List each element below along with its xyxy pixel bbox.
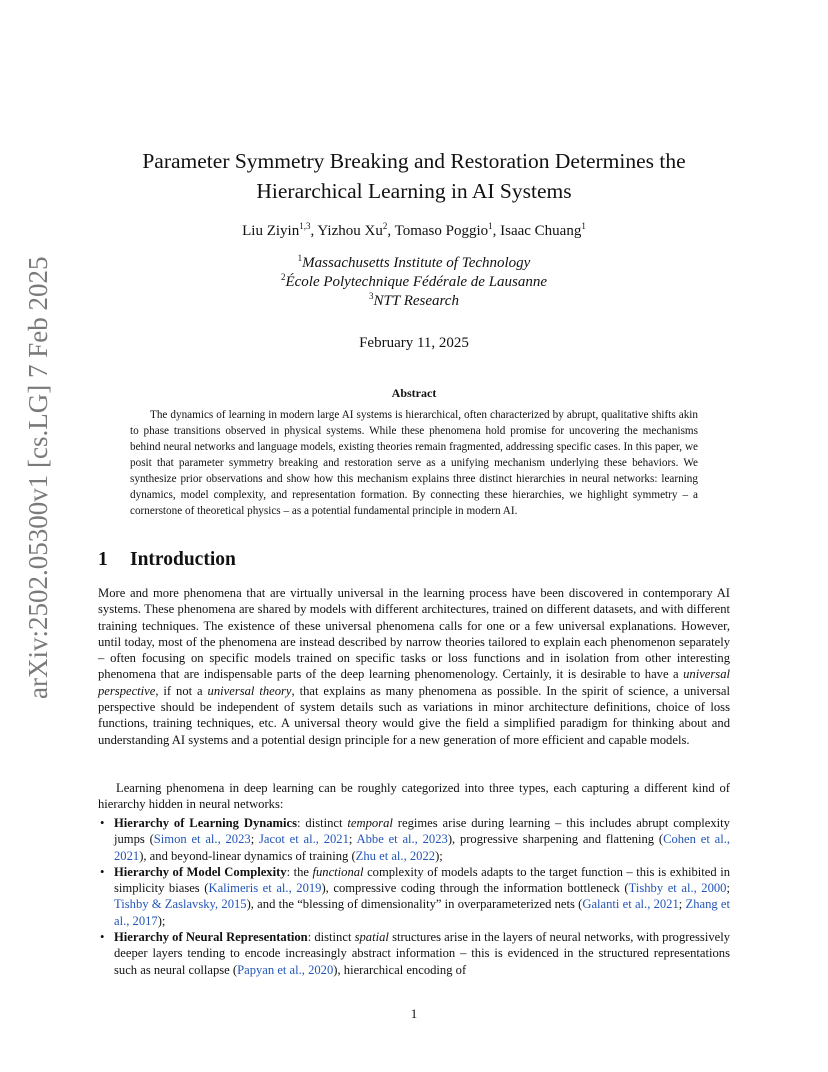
page-number: 1 [410,1006,418,1021]
citation-link[interactable]: Abbe et al., 2023 [356,832,448,847]
emphasis: temporal [347,816,393,830]
paper-title [100,146,728,206]
citation-link[interactable]: Tishby & Zaslavsky, 2015 [114,897,247,912]
author: Isaac Chuang$^1$ [500,221,586,239]
affiliation: $^1$Massachusetts Institute of Technology [297,253,531,271]
text-run: ), and beyond-linear dynamics of training ( [139,848,356,863]
citation-link[interactable]: Galanti et al., 2021 [582,897,679,912]
text-run: structures arise in the layers of neural networks, with progressively deeper layers tending to encode increasingly abstract information – this is evidenced in the structured representations such as neural collapse ( [114,930,731,977]
text-run: : distinct [307,930,355,945]
affiliation: $^2$École Polytechnique Fédérale de Lausanne [280,272,548,290]
text-run: , that explains as many phenomena as possible. In the spirit of science, a universal perspective should be independent of system details such as variations in minor architecture definitions, choice of loss functions, training techniques, etc. A universal theory would give the field a simplified paradigm for thinking about and understanding AI systems and a potential design principle for a new generation of more efficient and capable models. [98,683,730,747]
citation-link[interactable]: Cohen et al., 2021 [114,832,730,863]
abstract-heading: Abstract [391,386,437,400]
text-run: ; [678,897,686,912]
section-number: 1 [98,549,108,570]
intro-paragraph-2: Learning phenomena in deep learning can be roughly categorized into three types, each capturing a different kind of hierarchy hidden in neural networks: [98,781,730,812]
citation-link[interactable]: Simon et al., 2023 [153,832,251,847]
paper-date: February 11, 2025 [359,335,469,351]
text-run: complexity of models adapts to the target function – this is exhibited in simplicity biases ( [114,864,730,896]
emphasis: universal perspective [98,667,730,698]
abstract-text: The dynamics of learning in modern large AI systems is hierarchical, often characterized by abrupt, qualitative shifts akin to phase transitions observed in physical systems. While these phenomena hold promise for uncovering the mechanisms behind neural networks and language models, existing theories remain fragmented, addressing specific cases. In this paper, we posit that parameter symmetry breaking and restoration serve as a unifying mechanism underlying these behaviors. We synthesize prior observations and show how this mechanism explains three distinct hierarchies in neural networks: learning dynamics, model complexity, and representation formation. By connecting these hierarchies, we highlight symmetry – a cornerstone of theoretical physics – as a potential fundamental principle in modern AI. [130,409,698,517]
citation-link[interactable]: Papyan et al., 2020 [237,962,334,977]
text-run: regimes arise during learning – this includes abrupt complexity jumps ( [114,816,730,847]
title-line-2: Hierarchical Learning in AI Systems [256,179,572,203]
text-run: ), hierarchical encoding of [333,962,467,977]
text-run: ; [348,832,357,847]
intro-paragraph-1 [98,585,730,748]
bold-term: Hierarchy of Neural Representation [114,930,308,945]
title-line-1: Parameter Symmetry Breaking and Restoration Determines the [142,149,686,173]
citation-link[interactable]: Kalimeris et al., 2019 [208,881,322,896]
list-item [98,929,730,978]
text-run: : distinct [297,816,348,830]
hierarchy-list [98,815,730,978]
list-item [98,864,730,929]
citation-link[interactable]: Zhang et al., 2017 [114,897,730,928]
text-run: : the [286,864,313,879]
author: Yizhou Xu$^2$, [317,221,395,239]
affiliation: $^3$NTT Research [369,291,459,309]
arxiv-identifier: arXiv:2502.05300v1 [cs.LG] 7 Feb 2025 [23,256,53,699]
author: Tomaso Poggio$^1$, [394,221,501,239]
text-run: , if not a [155,683,208,698]
text-run: ); [435,848,443,863]
emphasis: universal theory [207,683,292,698]
emphasis: functional [312,864,364,879]
text-run: More and more phenomena that are virtually universal in the learning process have been discovered in contemporary AI systems. These phenomena are shared by models with different architectures, trained on different datasets, and with different training techniques. The existence of these universal phenomena calls for one or a few universal explanations. However, until today, most of the phenomena are instead described by narrow theories tailored to explain each phenomenon separately – often focusing on specific models trained on specific tasks or loss functions and in isolation from other interesting phenomena that are indispensable parts of the deep learning phenomenology. Certainly, it is desirable to have a [98,586,730,682]
text-run: ; [726,881,730,896]
author: Liu Ziyin$^{1,3}$, [242,221,318,239]
section-heading [98,549,236,571]
text-run: ), and the “blessing of dimensionality” in overparameterized nets ( [246,897,583,912]
text-run: ), progressive sharpening and flattening ( [447,832,664,847]
citation-link[interactable]: Jacot et al., 2021 [259,832,349,847]
text-run: ; [250,832,259,847]
text-run: ); [157,913,166,928]
list-item [98,815,730,864]
citation-link[interactable]: Zhu et al., 2022 [355,848,436,863]
bold-term: Hierarchy of Learning Dynamics [114,816,298,830]
section-title: Introduction [130,549,236,570]
author-list [100,223,728,240]
emphasis: spatial [354,930,389,945]
bold-term: Hierarchy of Model Complexity [114,864,287,879]
text-run: ), compressive coding through the information bottleneck ( [321,881,629,896]
citation-link[interactable]: Tishby et al., 2000 [628,881,727,896]
